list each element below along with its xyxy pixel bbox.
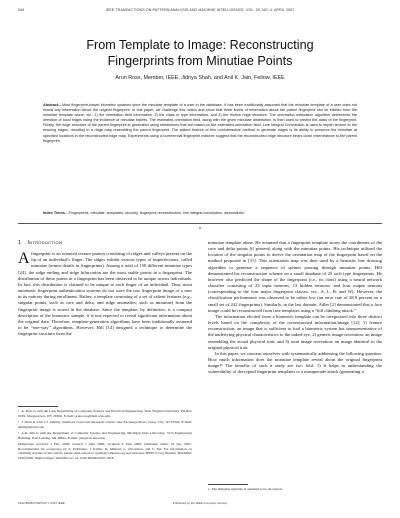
- right-column: [208, 240, 382, 375]
- title-line-2: Fingerprints from Minutiae Points: [107, 53, 293, 68]
- affiliation-3: • A.K. Jain is with the Department of Computer Science and Engineering, Michigan State University, 3115 Engineering Building, East Lansing, MI 48824. E-mail: jain@cse.msu.edu.: [18, 431, 192, 440]
- abstract-lead: Abstract: [43, 103, 59, 107]
- affiliation-1: • A. Ross is with the Lane Department of Computer Science and Electrical Engineering, West Virginia University, PO Box 6109, Morgantown, WV 26506. E-mail: arun.ross@mail.wvu.edu.: [18, 409, 192, 418]
- manuscript-info: Manuscript received 1 Feb. 2006; revised 7 June 2006; accepted 9 June 2006; published online 18 Jan. 2007. Recommended for acceptance by S. Prabhakar, J. Kittler, D. Maltoni, L. O'Gorman, and T. Tan. For information on obtaining reprints of this article, please send e-mail to: tpami@computer.org and reference IEEECS Log Number TPAMISI-0109-0206. Digital Object Identifier no. 10.1109/TPAMI.2007.1018.: [18, 442, 192, 460]
- publisher-text: Published by the IEEE Computer Society: [172, 501, 228, 505]
- page-number: 544: [18, 8, 24, 12]
- title-line-1: From Template to Image: Reconstructing: [86, 38, 314, 52]
- intro-paragraph-1-continued: minutiae template alone. He assumed that a fingerprint template stores the coordinates of the core and delta points (if present) along with the minutiae points. His technique utilized the location of the singular points to derive the orientation map of the fingerprint based on the method proposed in [31]. This orientation map was then used by a heuristic line drawing algorithm to generate a sequence of splines passing through minutiae points. Hill demonstrated his reconstruction scheme on a small database of 25 arch type fingerprints. He however also predicted the shape of the fingerprint (i.e., its class) using a neural network classifier consisting of 23 input neurons, 13 hidden neurons, and four output neurons (corresponding to the four major fingerprint classes, viz., A, L, R, and W). However, the classification performance was observed to be rather low (an error rate of 28.9 percent on a small set of 242 fingerprints). Similarly, in the last domain, Adler [2] demonstrated that a face image could be reconstructed from face templates using a “hill climbing attack.”: [208, 240, 382, 313]
- affiliations: [18, 409, 192, 462]
- affiliation-rule: [18, 406, 58, 407]
- index-terms-text: Fingerprints, minutiae, templates, security, fingerprint reconstruction, line integral convolution, streamlines.: [68, 211, 245, 215]
- index-terms: Index Terms—Fingerprints, minutiae, templates, security, fingerprint reconstruction, line integral convolution, streamlines.: [43, 211, 245, 215]
- left-column: [18, 240, 192, 337]
- footnote: 1. The minutiae template is assumed to be decrypted.: [208, 487, 283, 491]
- divider-glyph: ♦: [198, 225, 202, 230]
- intro-paragraph-2: The information elicited from a biometric template can be categorized into three distinct levels based on the complexity of the reconstructed information/image [12]: 1) feature reconstruction: an image that is sufficient to fool a biometric system but unrepresentative of the underlying physical characteristics to the naked eye, 2) generic image recreation: an image resembling the actual physical trait, and 3) total image recreation: an image identical to the original physical trait.: [208, 313, 382, 350]
- drop-cap: A: [18, 250, 30, 268]
- section-number: 1: [18, 240, 22, 246]
- footnote-rule: [208, 484, 248, 485]
- header-divider: [18, 223, 382, 224]
- intro-paragraph-1-text: fingerprint is an oriented texture pattern consisting of ridges and valleys present on the tip of an individual's finger. The ridges exhibit various types of imperfections, called minutiae (minor details in fingerprints). Among a total of 150 different minutiae types [24], the ridge ending and ridge bifurcation are the most stable points in a fingerprint. The distribution of these points in a fingerprint has been observed to be unique across individuals. In fact, this distribution is claimed to be unique to each finger of an individual. Thus, most automatic fingerprint authentication systems do not store the raw fingerprint image of a user in its entirety during enrollment. Rather, a template consisting of a set of salient features (e.g., singular points, such as core and delta, and ridge anomalies, such as minutiae) from the fingerprint image is stored in the database. Since the template, by definition, is a compact description of the biometric sample, it is not expected to reveal significant information about the original data. Therefore, template-generation algorithms have been traditionally assumed to be “one-way” algorithms. However, Hill [14] designed a technique to determine the fingerprint structure from the: [18, 251, 192, 337]
- copyright-line: [18, 501, 382, 507]
- copyright-text: 0162-8828/07/$25.00 © 2007 IEEE: [18, 501, 65, 505]
- abstract-text: Most fingerprint-based biometric systems store the minutiae template of a user in the database. It has been traditionally assumed that the minutiae template of a user does not reveal any information about the original fingerprint. In this paper, we challenge this notion and show that three levels of information about the parent fingerprint can be elicited from the minutiae template alone, viz., 1) the orientation field information, 2) the class or type information, and 3) the friction ridge structure. The orientation estimation algorithm determines the direction of local ridges using the evidence of minutiae triplets. The estimated orientation field, along with the given minutiae distribution, is then used to predict the class of the fingerprint. Finally, the ridge structure of the parent fingerprint is generated using streamlines that are based on the estimated orientation field. Line Integral Convolution is used to impart texture to the ensuing ridges, resulting in a ridge map resembling the parent fingerprint. The salient feature of this noninteractive method to generate ridges is its ability to preserve the minutiae at specified locations in the reconstructed ridge map. Experiments using a commercial fingerprint matcher suggest that the reconstructed ridge structure bears close resemblance to the parent fingerprint.: [43, 103, 357, 143]
- paper-title: [30, 38, 370, 69]
- journal-name: IEEE TRANSACTIONS ON PATTERN ANALYSIS AND MACHINE INTELLIGENCE, VOL. 29, NO. 4, APRIL 2007: [105, 8, 295, 12]
- author-list: Arun Ross, Member, IEEE, Jidnya Shah, and Anil K. Jain, Fellow, IEEE: [115, 75, 285, 81]
- abstract: Abstract—Most fingerprint-based biometric systems store the minutiae template of a user in the database. It has been traditionally assumed that the minutiae template of a user does not reveal any information about the original fingerprint. In this paper, we challenge this notion and show that three levels of information about the parent fingerprint can be elicited from the minutiae template alone, viz., 1) the orientation field information, 2) the class or type information, and 3) the friction ridge structure. The orientation estimation algorithm determines the direction of local ridges using the evidence of minutiae triplets. The estimated orientation field, along with the given minutiae distribution, is then used to predict the class of the fingerprint. Finally, the ridge structure of the parent fingerprint is generated using streamlines that are based on the estimated orientation field. Line Integral Convolution is used to impart texture to the ensuing ridges, resulting in a ridge map resembling the parent fingerprint. The salient feature of this noninteractive method to generate ridges is its ability to preserve the minutiae at specified locations in the reconstructed ridge map. Experiments using a commercial fingerprint matcher suggest that the reconstructed ridge structure bears close resemblance to the parent fingerprint.: [43, 103, 357, 143]
- intro-paragraph-3: In this paper, we concern ourselves with systematically addressing the following question: How much information does the minutiae template reveal about the original fingerprint image?¹ The benefits of such a study are two fold: 1) It helps in understanding the vulnerability of decrypted fingerprint templates to a masquerade attack (generating a: [208, 350, 382, 375]
- section-title: Introduction: [27, 240, 63, 246]
- affiliation-2: • J. Shah is with L-1 Identity Solutions Corporate Research Center, One Exchange Place, Jersey City, NJ 07302. E-mail: jshah@gmail.com.: [18, 420, 192, 429]
- index-terms-lead: Index Terms: [43, 211, 65, 215]
- section-heading: [18, 240, 192, 246]
- running-header: [18, 8, 382, 17]
- intro-paragraph-1: [18, 251, 192, 337]
